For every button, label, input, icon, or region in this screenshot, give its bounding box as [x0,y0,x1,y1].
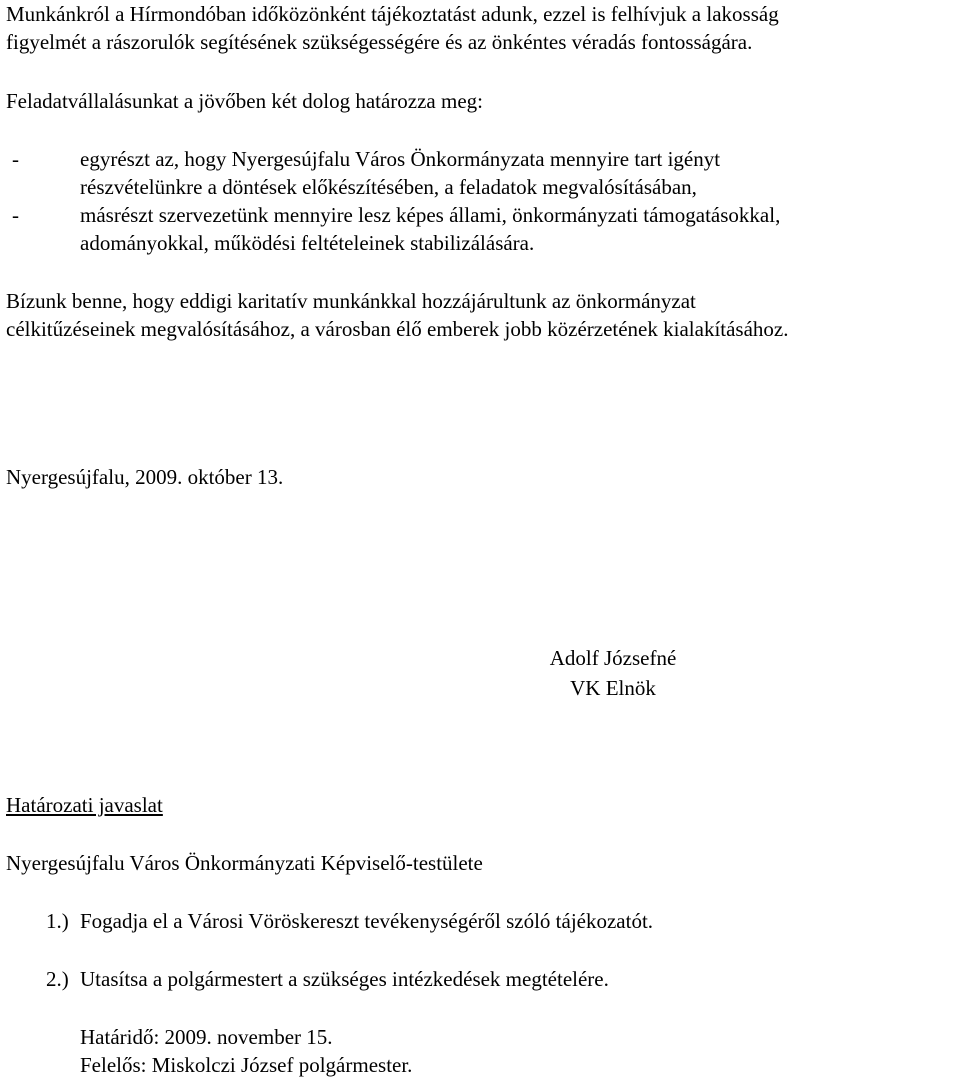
responsible-line: Felelős: Miskolczi József polgármester. [80,1053,413,1077]
intro-line-2: figyelmét a rászorulók segítésének szükségességére és az önkéntes véradás fontosságára. [6,30,753,54]
bullet-1-line-2: részvételünkre a döntések előkészítésében, a feladatok megvalósításában, [80,175,697,199]
resolution-item-2-text: Utasítsa a polgármestert a szükséges intézkedések megtételére. [80,967,609,991]
resolution-item-1-number: 1.) [46,909,69,933]
tasks-intro: Feladatvállalásunkat a jövőben két dolog határozza meg: [6,89,483,113]
resolution-item-1-text: Fogadja el a Városi Vöröskereszt tevékenységéről szóló tájékozatót. [80,909,654,933]
resolution-body: Nyergesújfalu Város Önkormányzati Képviselő-testülete [6,851,483,875]
intro-line-1: Munkánkról a Hírmondóban időközönként tájékoztatást adunk, ezzel is felhívjuk a lakosság [6,2,779,26]
bullet-2-line-1: másrészt szervezetünk mennyire lesz képes állami, önkormányzati támogatásokkal, [80,203,781,227]
bullet-2-line-2: adományokkal, működési feltételeinek stabilizálására. [80,231,535,255]
closing-line-1: Bízunk benne, hogy eddigi karitatív munkánkkal hozzájárultunk az önkormányzat [6,289,696,313]
resolution-heading: Határozati javaslat [6,793,163,817]
signature-name: Adolf Józsefné [549,646,677,670]
bullet-1-line-1: egyrészt az, hogy Nyergesújfalu Város Önkormányzata mennyire tart igényt [80,147,721,171]
bullet-dash-2: - [12,203,19,227]
signature-title: VK Elnök [570,676,656,700]
deadline-line: Határidő: 2009. november 15. [80,1025,333,1049]
closing-line-2: célkitűzéseinek megvalósításához, a városban élő emberek jobb közérzetének kialakításához. [6,317,789,341]
resolution-item-2-number: 2.) [46,967,69,991]
bullet-dash-1: - [12,147,19,171]
date-line: Nyergesújfalu, 2009. október 13. [6,465,284,489]
